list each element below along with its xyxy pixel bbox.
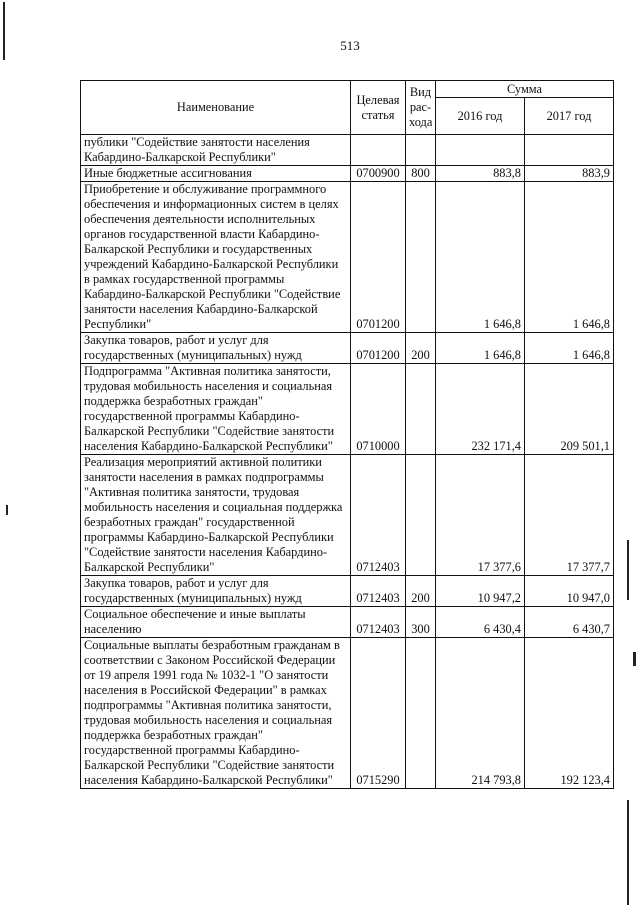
row-amount-2016: 1 646,8 [436,333,525,364]
row-name: Социальное обеспечение и иные выплаты населению [81,607,351,638]
row-amount-2016 [436,135,525,166]
row-target-article: 0700900 [351,166,406,182]
row-amount-2016: 232 171,4 [436,364,525,455]
row-amount-2016: 6 430,4 [436,607,525,638]
header-expense-type: Вид рас-хода [406,81,436,135]
right-scan-mark-lower [627,800,629,905]
row-amount-2017: 6 430,7 [525,607,614,638]
header-row-top [81,81,614,98]
row-name: публики "Содействие занятости населения Кабардино-Балкарской Республики" [81,135,351,166]
row-name: Подпрограмма "Активная политика занятости, трудовая мобильность населения и социальная поддержка безработных граждан" государственной программы Кабардино-Балкарской Республики "Содействие занятости населения Кабардино-Балкарской Республики" [81,364,351,455]
row-target-article: 0715290 [351,638,406,789]
row-expense-type: 200 [406,576,436,607]
row-amount-2017: 883,9 [525,166,614,182]
row-expense-type [406,455,436,576]
row-amount-2017: 192 123,4 [525,638,614,789]
row-expense-type: 800 [406,166,436,182]
right-scan-mark-upper [627,540,629,600]
left-scan-dot [6,505,8,515]
row-amount-2017: 1 646,8 [525,182,614,333]
row-amount-2017: 17 377,7 [525,455,614,576]
row-expense-type: 200 [406,333,436,364]
row-amount-2017: 1 646,8 [525,333,614,364]
header-2017: 2017 год [525,98,614,135]
row-target-article: 0701200 [351,333,406,364]
budget-table [80,80,614,789]
header-sum: Сумма [436,81,614,98]
row-expense-type [406,364,436,455]
row-amount-2017: 209 501,1 [525,364,614,455]
table-row [81,576,614,607]
table-row [81,364,614,455]
row-amount-2016: 10 947,2 [436,576,525,607]
row-name: Приобретение и обслуживание программного обеспечения и информационных систем в целях обеспечения деятельности исполнительных органов государственной власти Кабардино-Балкарской Республики и государственных учреждений Кабардино-Балкарской Республики в рамках государственной программы Кабардино-Балкарской Республики "Содействие занятости населения Кабардино-Балкарской Республики" [81,182,351,333]
row-amount-2017 [525,135,614,166]
row-name: Закупка товаров, работ и услуг для государственных (муниципальных) нужд [81,333,351,364]
left-scan-mark [3,2,5,60]
row-target-article: 0710000 [351,364,406,455]
table-row [81,638,614,789]
row-target-article: 0712403 [351,576,406,607]
table-row [81,455,614,576]
row-target-article [351,135,406,166]
row-amount-2016: 17 377,6 [436,455,525,576]
row-amount-2017: 10 947,0 [525,576,614,607]
row-expense-type [406,638,436,789]
row-target-article: 0712403 [351,607,406,638]
header-target-article: Целевая статья [351,81,406,135]
table-row [81,607,614,638]
row-target-article: 0712403 [351,455,406,576]
table-row [81,333,614,364]
row-name: Закупка товаров, работ и услуг для государственных (муниципальных) нужд [81,576,351,607]
row-amount-2016: 883,8 [436,166,525,182]
table-row [81,166,614,182]
header-2016: 2016 год [436,98,525,135]
row-expense-type: 300 [406,607,436,638]
row-target-article: 0701200 [351,182,406,333]
page-number: 513 [340,38,360,53]
header-name: Наименование [81,81,351,135]
table-row [81,135,614,166]
table-row [81,182,614,333]
row-expense-type [406,135,436,166]
row-amount-2016: 1 646,8 [436,182,525,333]
right-scan-dot [633,652,636,666]
row-name: Иные бюджетные ассигнования [81,166,351,182]
row-amount-2016: 214 793,8 [436,638,525,789]
row-name: Социальные выплаты безработным гражданам в соответствии с Законом Российской Федерации от 19 апреля 1991 года № 1032-1 "О занятости населения в Российской Федерации" в рамках подпрограммы "Активная политика занятости, трудовая мобильность населения и социальная поддержка безработных граждан" государственной программы Кабардино-Балкарской Республики "Содействие занятости населения Кабардино-Балкарской Республики" [81,638,351,789]
row-expense-type [406,182,436,333]
row-name: Реализация мероприятий активной политики занятости населения в рамках подпрограммы "Активная политика занятости, трудовая мобильность населения и социальная поддержка безработных граждан" государственной программы Кабардино-Балкарской Республики "Содействие занятости населения Кабардино-Балкарской Республики" [81,455,351,576]
